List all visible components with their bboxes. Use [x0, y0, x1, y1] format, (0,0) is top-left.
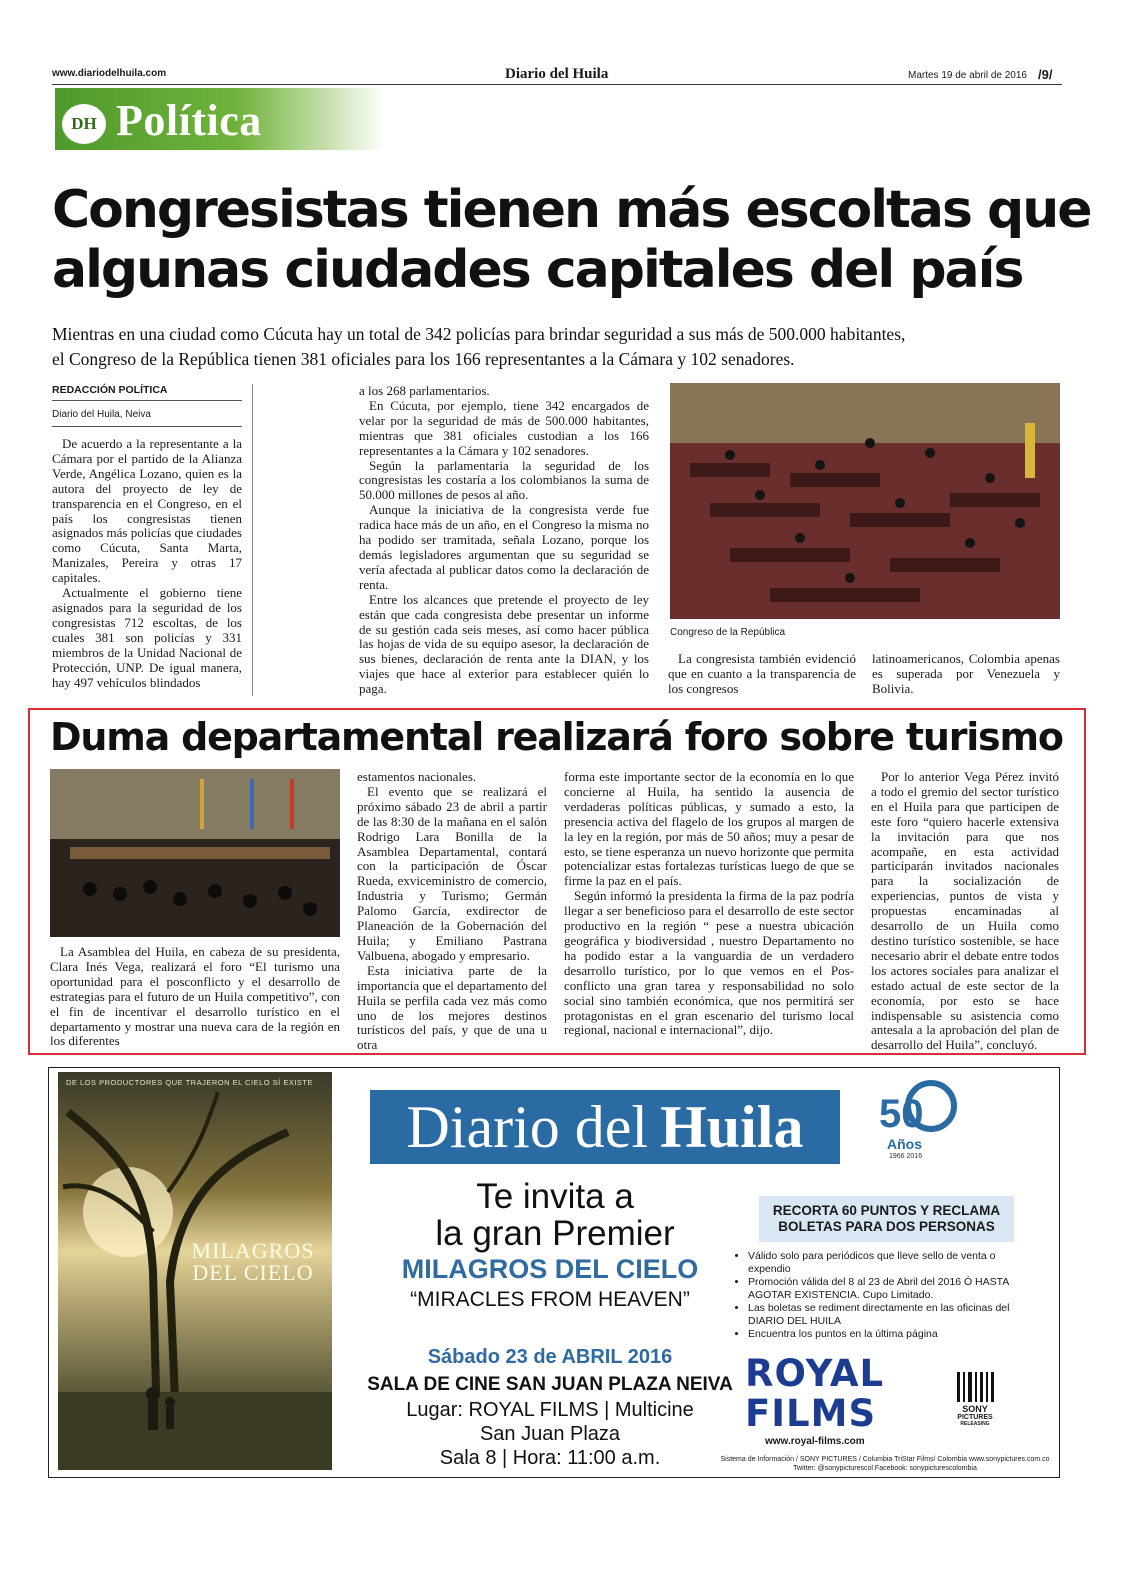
event-place-line-1: Lugar: ROYAL FILMS | Multicine: [406, 1399, 694, 1421]
article2-column-2: [357, 770, 547, 1053]
royal-films-line-1: ROYAL: [745, 1352, 885, 1395]
photo-caption: Congreso de la República: [670, 627, 786, 638]
dh-logo-badge: DH: [62, 104, 106, 144]
paragraph: estamentos nacionales.: [357, 769, 477, 784]
movie-poster[interactable]: [58, 1072, 332, 1470]
movie-title-es: MILAGROS DEL CIELO: [401, 1254, 699, 1284]
paragraph: En Cúcuta, por ejemplo, tiene 342 encargados de velar por la seguridad de más de 500.000 habitantes, mientras que 381 oficiales custodian a los 166 representantes a la Cámara y 102 senadores.: [359, 397, 649, 458]
page-number: /9/: [1038, 67, 1053, 82]
event-place-line-2: San Juan Plaza: [479, 1423, 621, 1445]
sony-line-3: RELEASING: [960, 1421, 990, 1427]
promo-line-2: BOLETAS PARA DOS PERSONAS: [778, 1219, 995, 1234]
list-item: • Promoción válida del 8 al 23 de Abril del 2016 Ó HASTA AGOTAR EXISTENCIA. Cupo Limitado.: [748, 1276, 1038, 1302]
event-time: Sala 8 | Hora: 11:00 a.m.: [439, 1447, 661, 1469]
header-rule: [52, 84, 1062, 85]
paragraph: Aunque la iniciativa de la congresista verde fue radica hace más de un año, en el Congreso la misma no ha podido ser tramitada, señala Lozano, porque los demás legisladores argumentan que su seguridad se vería afectada al publicar datos como la declaración de renta.: [359, 502, 649, 592]
royal-films-line-2: FILMS: [745, 1392, 877, 1435]
diario-del-huila-logo: [370, 1090, 840, 1164]
article1-headline: [52, 180, 1092, 300]
event-venue: SALA DE CINE SAN JUAN PLAZA NEIVA: [367, 1374, 733, 1395]
anniversary-word: Años: [887, 1136, 922, 1152]
article1-column-4: [872, 652, 1060, 697]
list-item: • Las boletas se rediment directamente en las oficinas del DIARIO DEL HUILA: [748, 1302, 1038, 1328]
sony-barcode-icon: [955, 1372, 995, 1402]
article2-column-4: [871, 770, 1059, 1053]
paragraph: Por lo anterior Vega Pérez invitó a todo el gremio del sector turístico en el Huila para que participen de este foro “quiero hacerle extensiva la invitación para que nos acompañe, en esta actividad participarán invitados nacionales para la socialización de experiencias, puntos de vista y propuestas encaminadas al desarrollo de un Huila como destino turístico sostenible, se hace necesario abrir el debate entre todos los actores sociales para analizar el estado actual de este sector de la economía, por esto se hace indispensable su asistencia como antesala a la aprobación del plan de desarrollo del Huila”, concluyó.: [871, 769, 1059, 1053]
invite-text: [370, 1178, 740, 1252]
list-item: • Encuentra los puntos en la última página: [748, 1328, 1038, 1341]
poster-title-line-2: DEL CIELO: [192, 1260, 314, 1285]
invite-line-2: la gran Premier: [435, 1214, 675, 1253]
paragraph: La congresista también evidenció que en cuanto a la transparencia de los congresos: [668, 651, 856, 696]
lede-line-2: el Congreso de la República tienen 381 oficiales para los 166 representantes a la Cámara y 102 senadores.: [52, 349, 795, 369]
poster-title-line-1: MILAGROS: [191, 1238, 315, 1263]
headline-line-2: algunas ciudades capitales del país: [52, 240, 1023, 300]
column-divider: [252, 384, 253, 696]
anniversary-years: 1966 2016: [889, 1153, 923, 1160]
article2-headline: Duma departamental realizará foro sobre turismo: [50, 715, 1063, 759]
royal-films-url[interactable]: www.royal-films.com: [765, 1436, 865, 1447]
headline-line-1: Congresistas tienen más escoltas que: [52, 180, 1091, 240]
article1-lede: [52, 322, 1092, 372]
movie-title-en: “MIRACLES FROM HEAVEN”: [410, 1288, 690, 1311]
paragraph: Esta iniciativa parte de la importancia que el departamento del Huila se perfila cada vez más como uno de los mejores destinos turísticos del país, y que de una u otra: [357, 962, 547, 1053]
paragraph: forma este importante sector de la economía en lo que concierne al Huila, ha sentido la ausencia de verdaderas políticas públicas, y sumado a esto, la presencia activa del flagelo de los grupos al margen de la ley en la región, por más de 50 años; muy a pesar de esto, se tiene esperanza un nuevo horizonte que permita potencializar estas fortalezas turísticas luego de que se firme la paz en el país.: [564, 769, 854, 889]
list-item: • Válido solo para periódicos que lleve sello de venta o expendio: [748, 1250, 1038, 1276]
lede-line-1: Mientras en una ciudad como Cúcuta hay un total de 342 policías para brindar seguridad a sus más de 500.000 habitantes,: [52, 324, 906, 344]
byline: REDACCIÓN POLÍTICA: [52, 384, 168, 396]
paragraph: Según la parlamentaria la seguridad de los congresistas les costaría a los colombianos la suma de 50.000 millones de pesos al año.: [359, 457, 649, 503]
paragraph: El evento que se realizará el próximo sábado 23 de abril a partir de las 8:30 de la mañana en el salón Rodrigo Lara Bonilla de la Asamblea Departamental, contará con la participación de Óscar Rueda, exviceministro de comercio, Industria y Turismo; Germán Palomo García, exdirector de Planeación de la Gobernación del Huila; y Emiliano Pastrana Valbuena, abogado y empresario.: [357, 783, 547, 963]
paragraph: La Asamblea del Huila, en cabeza de su presidenta, Clara Inés Vega, realizará el foro “El turismo una oportunidad para el posconflicto y el desarrollo de estrategias para el futuro de un Huila competitivo”, con el fin de incentivar el desarrollo turístico en el departamento y mostrar una nueva cara de la región en los diferentes: [50, 944, 340, 1049]
anniversary-number: 50: [879, 1092, 924, 1136]
assembly-hall-illustration: [50, 769, 340, 937]
dateline: Diario del Huila, Neiva: [52, 409, 151, 420]
logo-bold-text: Huila: [660, 1093, 804, 1160]
poster-title: [178, 1240, 328, 1284]
promo-box: [759, 1196, 1014, 1242]
paragraph: latinoamericanos, Colombia apenas es superada por Venezuela y Bolivia.: [872, 651, 1060, 696]
invite-line-1: Te invita a: [476, 1177, 634, 1216]
sony-line-1: SONY: [962, 1404, 988, 1414]
assembly-photo: [50, 769, 340, 937]
paragraph: De acuerdo a la representante a la Cámara por el partido de la Alianza Verde, Angélica Lozano, quien es la autora del proyecto de ley de transparencia en el Congreso, en el país los congresistas tienen asignados más policías que ciudades como Cúcuta, Santa Marta, Manizales, Pereira y otras 17 capitales.: [52, 436, 242, 586]
article1-column-2: [359, 384, 649, 697]
sony-pictures-logo: [945, 1372, 1005, 1427]
issue-date: Martes 19 de abril de 2016: [908, 70, 1027, 81]
masthead: Diario del Huila: [505, 66, 609, 82]
paragraph: Entre los alcances que pretende el proyecto de ley están que cada congresista debe presentar un informe de su gestión cada seis meses, así como hacer pública las hojas de vida de su equipo asesor, la declaración de sus bienes, declaración de renta ante la DIAN, y los viajes que hace al exterior para establecer quién lo paga.: [359, 591, 649, 697]
paragraph: Actualmente el gobierno tiene asignados para la seguridad de los congresistas 712 escoltas, de los cuales 381 son policías y 331 miembros de la Unidad Nacional de Protección, UNP. De igual manera, hay 497 vehículos blindados: [52, 585, 242, 690]
article1-column-1: [52, 384, 242, 690]
logo-light-text: Diario del: [406, 1093, 649, 1160]
article1-column-3: [668, 652, 856, 697]
article2-column-1: [50, 945, 340, 1049]
congress-chamber-illustration: [670, 383, 1060, 619]
article2-column-3: [564, 770, 854, 1038]
fine-print-line-1: Sistema de Información / SONY PICTURES / Columbia TriStar Films/ Colombia www.sonypictures.com.co: [720, 1456, 1050, 1463]
anniversary-emblem: [875, 1080, 965, 1170]
website-url[interactable]: www.diariodelhuila.com: [52, 68, 167, 79]
paragraph: a los 268 parlamentarios.: [359, 383, 490, 398]
event-date: Sábado 23 de ABRIL 2016: [427, 1346, 673, 1368]
fine-print: [720, 1455, 1050, 1473]
sony-line-2: PICTURES: [957, 1414, 993, 1421]
congress-photo: [670, 383, 1060, 619]
royal-films-logo: [745, 1354, 884, 1434]
paragraph: Según informó la presidenta la firma de la paz podría llegar a ser beneficioso para el desarrollo de este sector productivo en la región “ pese a nuestra ubicación geográfica y biodiversidad , nuestro Departamento no ha podido estar a la vanguardia de un verdadero desarrollo turístico, por lo que vemos en el Pos-conflicto una gran tarea y responsabilidad no solo social sino también económica, que nos permitirá ser protagonistas en el gran escenario del turismo local regional, nacional e internacional”, dijo.: [564, 888, 854, 1038]
byline-rule: [52, 400, 242, 401]
promo-conditions: [738, 1250, 1038, 1341]
poster-tagline: DE LOS PRODUCTORES QUE TRAJERON EL CIELO SÍ EXISTE: [66, 1078, 313, 1087]
section-title: Política: [116, 96, 262, 145]
fine-print-line-2: Twitter: @sonypicturescol Facebook: sonypicturescolombia: [793, 1465, 977, 1472]
column-text: [52, 437, 242, 690]
dateline-rule: [52, 426, 242, 427]
promo-line-1: RECORTA 60 PUNTOS Y RECLAMA: [772, 1203, 1001, 1218]
